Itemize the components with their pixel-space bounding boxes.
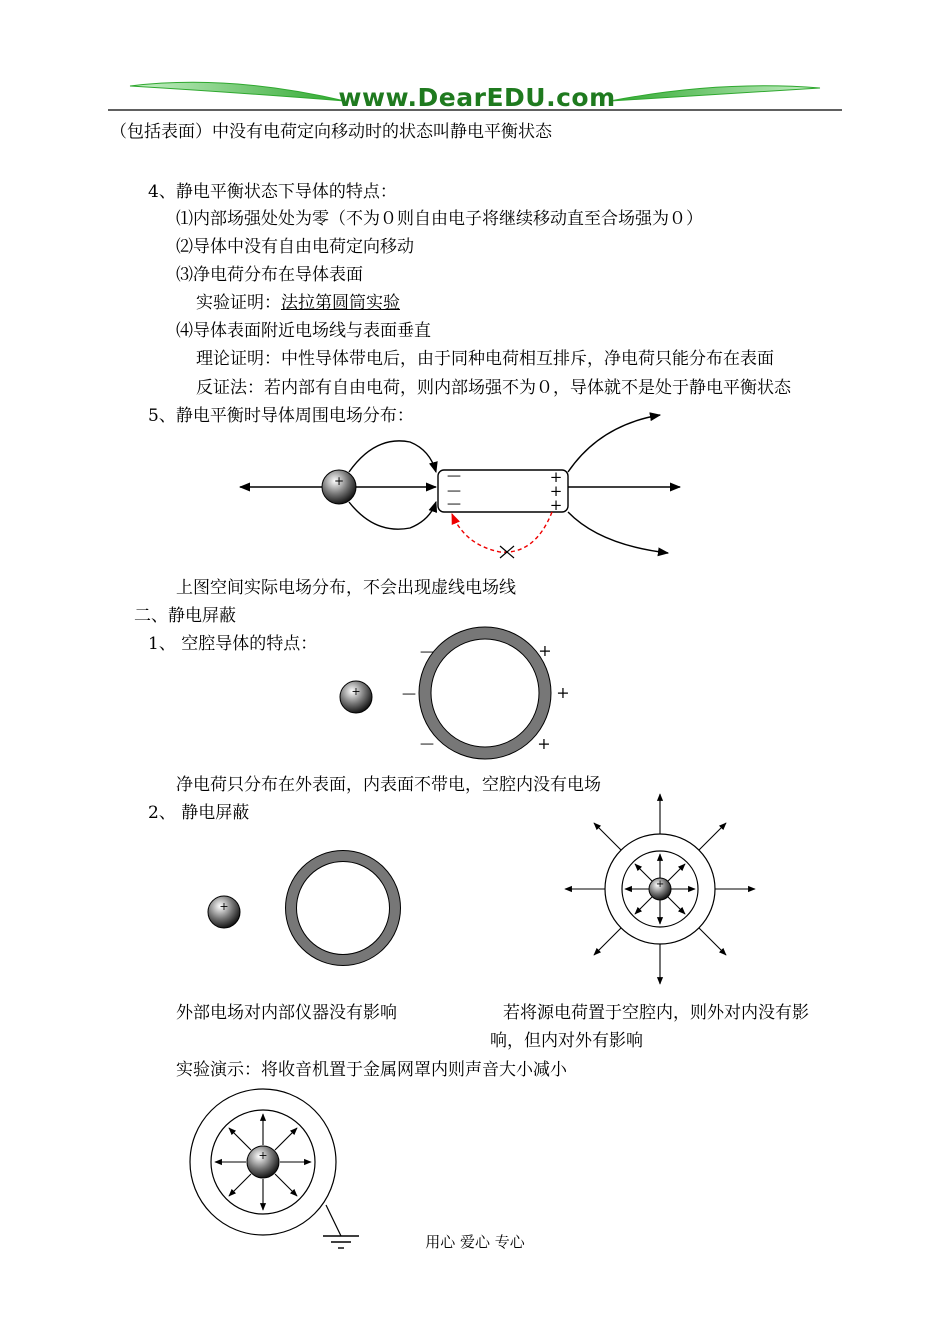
footer-motto: 用心 爱心 专心 xyxy=(425,1233,525,1251)
shield-ring xyxy=(291,856,395,960)
contradiction-proof: 反证法：若内部有自由电荷，则内部场强不为０，导体就不是处于静电平衡状态 xyxy=(196,378,791,398)
logo-text: www.DearEDU.com xyxy=(338,83,616,112)
heading-field-distribution: 5、静电平衡时导体周围电场分布： xyxy=(148,406,414,426)
header-logo xyxy=(0,0,950,115)
experiment-proof-label: 实验证明： xyxy=(196,293,281,313)
svg-text:+: + xyxy=(537,734,551,753)
heading-conductor-features: 4、静电平衡状态下导体的特点： xyxy=(148,182,397,202)
heading-shielding: 2、 静电屏蔽 xyxy=(148,803,250,823)
line-electrostatic-equilibrium: （包括表面）中没有电荷定向移动时的状态叫静电平衡状态 xyxy=(110,122,552,142)
svg-text:—: — xyxy=(447,483,461,499)
figure-field-distribution xyxy=(0,410,950,570)
svg-text:—: — xyxy=(402,686,416,702)
heading-hollow-conductor: 1、 空腔导体的特点： xyxy=(148,634,318,654)
svg-text:—: — xyxy=(447,496,461,512)
shielding-external-caption: 外部电场对内部仪器没有影响 xyxy=(176,1003,397,1023)
shielding-internal-caption-2: 响，但内对外有影响 xyxy=(490,1031,643,1051)
figure-internal-charge xyxy=(560,789,760,989)
svg-text:+: + xyxy=(549,496,563,514)
figure-hollow-conductor xyxy=(0,630,950,770)
hollow-conductor-conclusion: 净电荷只分布在外表面，内表面不带电，空腔内没有电场 xyxy=(176,775,601,795)
svg-text:—: — xyxy=(447,468,461,484)
logo-swoosh-right xyxy=(610,86,820,101)
feature-1: ⑴内部场强处处为零（不为０则自由电子将继续移动直至合场强为０） xyxy=(176,209,703,229)
hollow-conductor-ring xyxy=(425,633,545,753)
shielding-internal-caption-1: 若将源电荷置于空腔内，则外对内没有影 xyxy=(503,1003,809,1023)
logo-swoosh-left xyxy=(130,82,345,101)
experiment-demo: 实验演示：将收音机置于金属网罩内则声音大小减小 xyxy=(176,1060,567,1080)
svg-text:+: + xyxy=(258,1149,268,1162)
figure-note: 上图空间实际电场分布，不会出现虚线电场线 xyxy=(176,578,516,598)
figure-external-shielding xyxy=(190,835,450,985)
svg-text:+: + xyxy=(549,482,563,500)
svg-text:—: — xyxy=(420,644,434,660)
feature-4: ⑷导体表面附近电场线与表面垂直 xyxy=(176,321,431,341)
dashed-impossible-field-line xyxy=(452,512,552,552)
svg-text:+: + xyxy=(219,900,229,913)
svg-text:+: + xyxy=(556,683,570,702)
faraday-cylinder-link[interactable]: 法拉第圆筒实验 xyxy=(281,293,400,313)
feature-2: ⑵导体中没有自由电荷定向移动 xyxy=(176,237,414,257)
svg-text:+: + xyxy=(333,474,345,488)
svg-text:+: + xyxy=(351,685,361,698)
figure-grounded-shield xyxy=(163,1082,363,1252)
experiment-proof xyxy=(196,292,400,314)
svg-text:—: — xyxy=(420,736,434,752)
feature-3: ⑶净电荷分布在导体表面 xyxy=(176,265,363,285)
svg-text:+: + xyxy=(538,641,552,660)
svg-text:+: + xyxy=(549,468,563,486)
section-electrostatic-shielding: 二、静电屏蔽 xyxy=(134,606,236,626)
svg-text:+: + xyxy=(655,879,665,890)
theory-proof: 理论证明：中性导体带电后，由于同种电荷相互排斥，净电荷只能分布在表面 xyxy=(196,349,774,369)
